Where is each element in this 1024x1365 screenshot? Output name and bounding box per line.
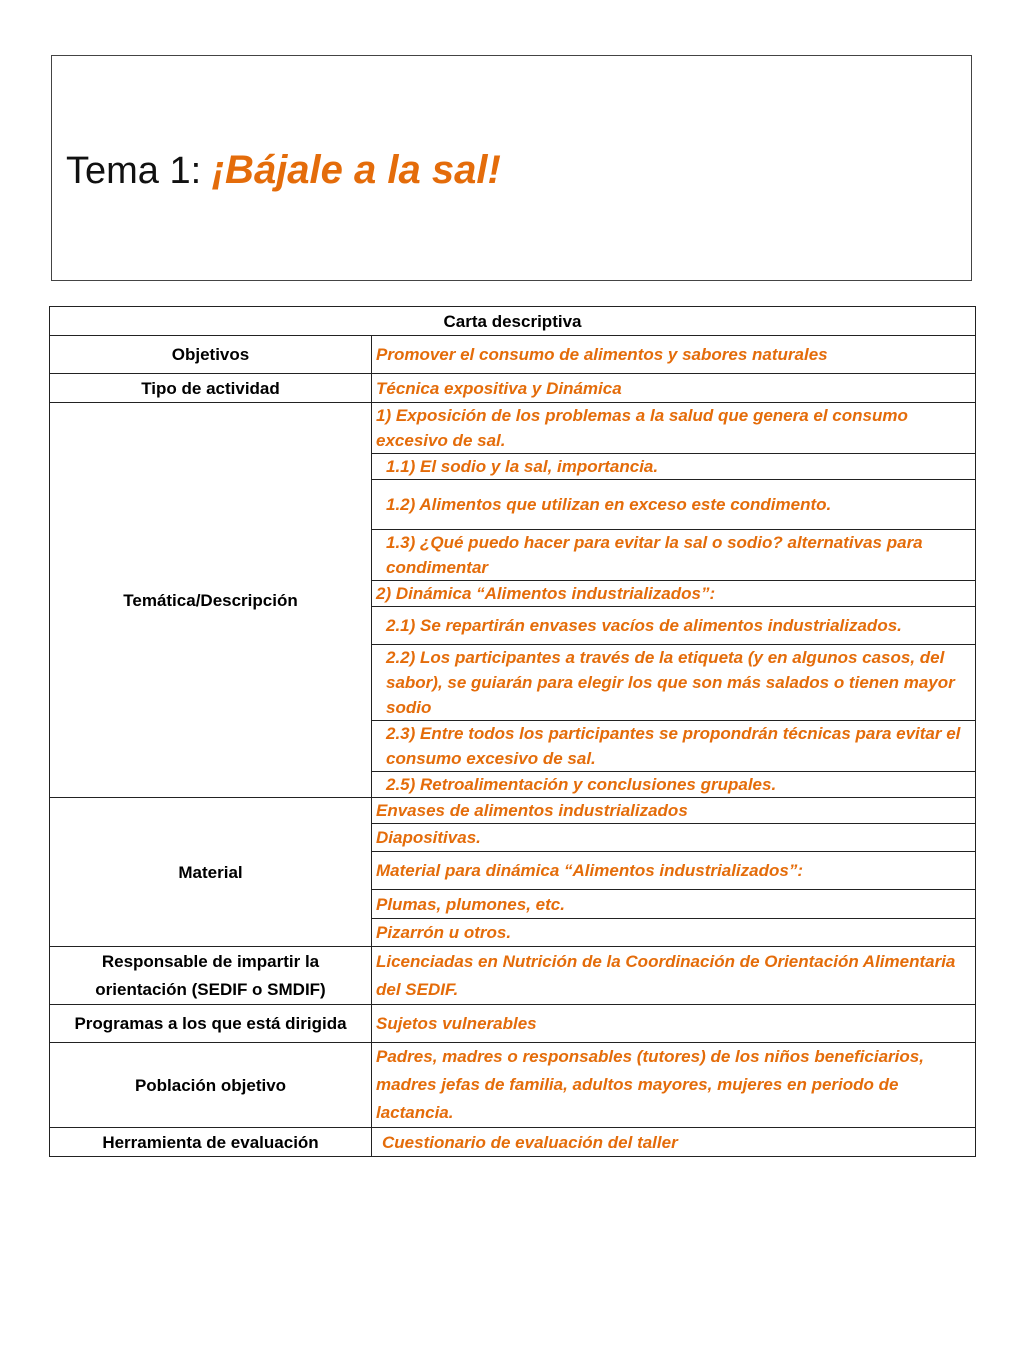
label-herramienta: Herramienta de evaluación [50, 1128, 372, 1157]
page-title [66, 148, 501, 193]
tematica-item: 2.2) Los participantes a través de la etiqueta (y en algunos casos, del sabor), se guiarán para elegir los que son más salados o tienen mayor sodio [372, 645, 976, 721]
table-header-row [50, 307, 976, 336]
label-poblacion: Población objetivo [50, 1043, 372, 1128]
row-programas [50, 1005, 976, 1043]
value-objetivos: Promover el consumo de alimentos y sabores naturales [372, 336, 976, 374]
tematica-item: 1) Exposición de los problemas a la salud que genera el consumo excesivo de sal. [372, 403, 976, 454]
row-objetivos [50, 336, 976, 374]
tematica-item: 1.3) ¿Qué puedo hacer para evitar la sal o sodio? alternativas para condimentar [372, 530, 976, 581]
title-prefix: Tema 1: [66, 150, 212, 192]
material-item: Material para dinámica “Alimentos industrializados”: [372, 852, 976, 890]
row-responsable [50, 947, 976, 1005]
row-herramienta [50, 1128, 976, 1157]
material-item: Pizarrón u otros. [372, 919, 976, 947]
tematica-item: 2.3) Entre todos los participantes se propondrán técnicas para evitar el consumo excesivo de sal. [372, 721, 976, 772]
value-poblacion: Padres, madres o responsables (tutores) de los niños beneficiarios, madres jefas de familia, adultos mayores, mujeres en periodo de lactancia. [372, 1043, 976, 1128]
row-material [50, 798, 976, 824]
value-programas: Sujetos vulnerables [372, 1005, 976, 1043]
value-responsable: Licenciadas en Nutrición de la Coordinación de Orientación Alimentaria del SEDIF. [372, 947, 976, 1005]
label-programas: Programas a los que está dirigida [50, 1005, 372, 1043]
material-item: Plumas, plumones, etc. [372, 890, 976, 919]
tematica-item: 1.2) Alimentos que utilizan en exceso este condimento. [372, 480, 976, 530]
label-objetivos: Objetivos [50, 336, 372, 374]
label-tematica: Temática/Descripción [50, 403, 372, 798]
label-material: Material [50, 798, 372, 947]
carta-descriptiva-table [49, 306, 976, 1157]
tematica-item: 2.5) Retroalimentación y conclusiones grupales. [372, 772, 976, 798]
material-item: Diapositivas. [372, 824, 976, 852]
row-tipo [50, 374, 976, 403]
title-box [51, 55, 972, 281]
row-tematica [50, 403, 976, 454]
row-poblacion [50, 1043, 976, 1128]
table-header: Carta descriptiva [50, 307, 976, 336]
label-tipo-actividad: Tipo de actividad [50, 374, 372, 403]
material-item: Envases de alimentos industrializados [372, 798, 976, 824]
title-main: ¡Bájale a la sal! [211, 148, 501, 192]
tematica-item: 1.1) El sodio y la sal, importancia. [372, 454, 976, 480]
label-responsable: Responsable de impartir la orientación (SEDIF o SMDIF) [50, 947, 372, 1005]
tematica-item: 2.1) Se repartirán envases vacíos de alimentos industrializados. [372, 607, 976, 645]
value-tipo-actividad: Técnica expositiva y Dinámica [372, 374, 976, 403]
value-herramienta: Cuestionario de evaluación del taller [372, 1128, 976, 1157]
tematica-item: 2) Dinámica “Alimentos industrializados”: [372, 581, 976, 607]
